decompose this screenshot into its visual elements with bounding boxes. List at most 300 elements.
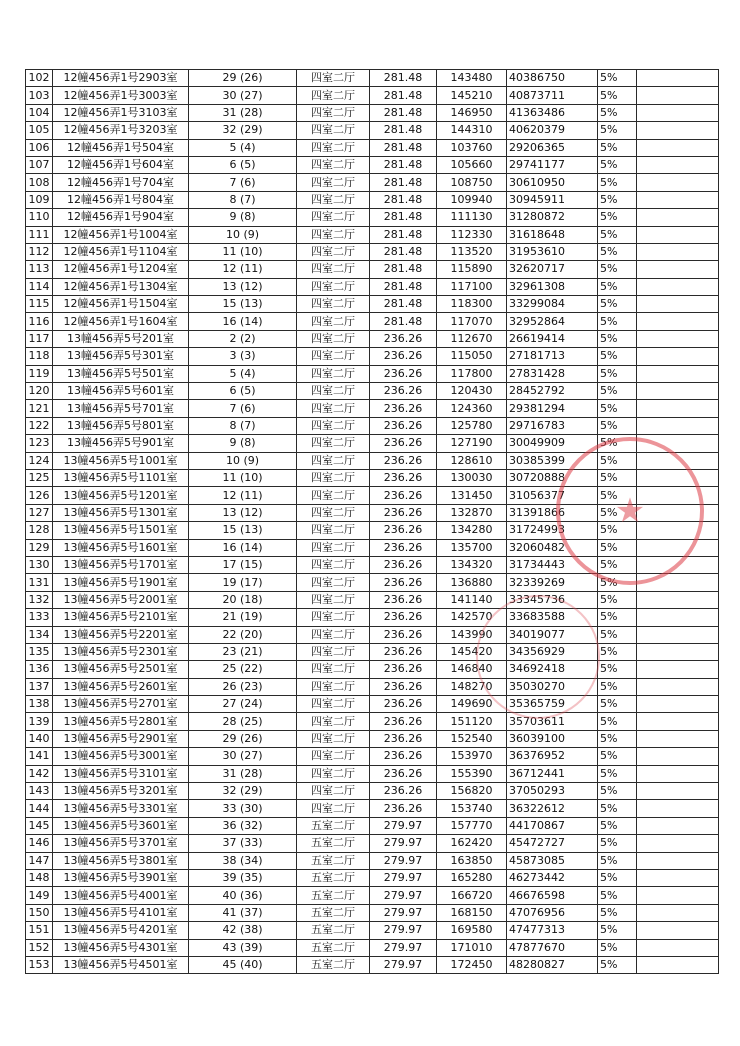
note-cell	[637, 417, 719, 434]
table-row	[26, 626, 719, 643]
area-cell: 281.48	[370, 296, 437, 313]
total-price-cell: 31734443	[507, 556, 598, 573]
unit-type-cell: 四室二厅	[297, 226, 370, 243]
rate-cell: 5%	[598, 243, 637, 260]
floor-cell: 45 (40)	[189, 956, 297, 973]
area-cell: 236.26	[370, 574, 437, 591]
unit-type-cell: 四室二厅	[297, 313, 370, 330]
unit-price-cell: 155390	[437, 765, 507, 782]
floor-cell: 5 (4)	[189, 365, 297, 382]
note-cell	[637, 730, 719, 747]
note-cell	[637, 869, 719, 886]
room-number-cell: 13幢456弄5号4201室	[53, 922, 189, 939]
room-number-cell: 13幢456弄5号2201室	[53, 626, 189, 643]
rate-cell: 5%	[598, 748, 637, 765]
floor-cell: 11 (10)	[189, 243, 297, 260]
room-number-cell: 12幢456弄1号1004室	[53, 226, 189, 243]
rate-cell: 5%	[598, 365, 637, 382]
unit-price-cell: 171010	[437, 939, 507, 956]
unit-type-cell: 四室二厅	[297, 104, 370, 121]
unit-type-cell: 四室二厅	[297, 591, 370, 608]
total-price-cell: 32952864	[507, 313, 598, 330]
floor-cell: 9 (8)	[189, 435, 297, 452]
row-index-cell: 107	[26, 156, 53, 173]
room-number-cell: 13幢456弄5号2301室	[53, 643, 189, 660]
note-cell	[637, 626, 719, 643]
room-number-cell: 12幢456弄1号804室	[53, 191, 189, 208]
floor-cell: 16 (14)	[189, 539, 297, 556]
area-cell: 236.26	[370, 730, 437, 747]
unit-type-cell: 四室二厅	[297, 209, 370, 226]
total-price-cell: 32620717	[507, 261, 598, 278]
room-number-cell: 13幢456弄5号501室	[53, 365, 189, 382]
unit-type-cell: 四室二厅	[297, 696, 370, 713]
area-cell: 236.26	[370, 417, 437, 434]
floor-cell: 8 (7)	[189, 417, 297, 434]
rate-cell: 5%	[598, 435, 637, 452]
total-price-cell: 46273442	[507, 869, 598, 886]
total-price-cell: 45873085	[507, 852, 598, 869]
unit-price-cell: 118300	[437, 296, 507, 313]
row-index-cell: 130	[26, 556, 53, 573]
total-price-cell: 32060482	[507, 539, 598, 556]
row-index-cell: 102	[26, 70, 53, 87]
area-cell: 236.26	[370, 469, 437, 486]
area-cell: 281.48	[370, 243, 437, 260]
note-cell	[637, 574, 719, 591]
total-price-cell: 41363486	[507, 104, 598, 121]
table-row	[26, 678, 719, 695]
rate-cell: 5%	[598, 817, 637, 834]
rate-cell: 5%	[598, 330, 637, 347]
unit-price-cell: 132870	[437, 504, 507, 521]
note-cell	[637, 539, 719, 556]
area-cell: 236.26	[370, 626, 437, 643]
total-price-cell: 35703611	[507, 713, 598, 730]
rate-cell: 5%	[598, 696, 637, 713]
rate-cell: 5%	[598, 574, 637, 591]
room-number-cell: 12幢456弄1号604室	[53, 156, 189, 173]
room-number-cell: 13幢456弄5号1501室	[53, 522, 189, 539]
row-index-cell: 129	[26, 539, 53, 556]
total-price-cell: 47877670	[507, 939, 598, 956]
rate-cell: 5%	[598, 87, 637, 104]
unit-type-cell: 四室二厅	[297, 469, 370, 486]
note-cell	[637, 191, 719, 208]
table-row	[26, 417, 719, 434]
floor-cell: 15 (13)	[189, 296, 297, 313]
table-row	[26, 296, 719, 313]
unit-price-cell: 162420	[437, 835, 507, 852]
area-cell: 279.97	[370, 852, 437, 869]
unit-type-cell: 四室二厅	[297, 643, 370, 660]
unit-type-cell: 四室二厅	[297, 261, 370, 278]
room-number-cell: 12幢456弄1号3003室	[53, 87, 189, 104]
room-number-cell: 13幢456弄5号2601室	[53, 678, 189, 695]
unit-type-cell: 四室二厅	[297, 122, 370, 139]
rate-cell: 5%	[598, 713, 637, 730]
floor-cell: 16 (14)	[189, 313, 297, 330]
total-price-cell: 36712441	[507, 765, 598, 782]
rate-cell: 5%	[598, 939, 637, 956]
total-price-cell: 40620379	[507, 122, 598, 139]
row-index-cell: 142	[26, 765, 53, 782]
unit-price-cell: 131450	[437, 487, 507, 504]
room-number-cell: 12幢456弄1号3203室	[53, 122, 189, 139]
table-row	[26, 70, 719, 87]
unit-price-cell: 157770	[437, 817, 507, 834]
floor-cell: 29 (26)	[189, 70, 297, 87]
floor-cell: 43 (39)	[189, 939, 297, 956]
floor-cell: 8 (7)	[189, 191, 297, 208]
note-cell	[637, 278, 719, 295]
unit-price-cell: 168150	[437, 904, 507, 921]
rate-cell: 5%	[598, 904, 637, 921]
row-index-cell: 136	[26, 661, 53, 678]
area-cell: 279.97	[370, 869, 437, 886]
area-cell: 236.26	[370, 487, 437, 504]
seal-star-icon: ★	[614, 491, 646, 531]
row-index-cell: 122	[26, 417, 53, 434]
table-row	[26, 209, 719, 226]
total-price-cell: 27181713	[507, 348, 598, 365]
room-number-cell: 13幢456弄5号1001室	[53, 452, 189, 469]
area-cell: 279.97	[370, 956, 437, 973]
table-row	[26, 504, 719, 521]
floor-cell: 21 (19)	[189, 609, 297, 626]
total-price-cell: 40386750	[507, 70, 598, 87]
table-row	[26, 922, 719, 939]
total-price-cell: 31280872	[507, 209, 598, 226]
row-index-cell: 126	[26, 487, 53, 504]
unit-price-cell: 146950	[437, 104, 507, 121]
unit-type-cell: 四室二厅	[297, 243, 370, 260]
table-row	[26, 522, 719, 539]
rate-cell: 5%	[598, 383, 637, 400]
table-row	[26, 783, 719, 800]
room-number-cell: 13幢456弄5号3801室	[53, 852, 189, 869]
row-index-cell: 147	[26, 852, 53, 869]
floor-cell: 27 (24)	[189, 696, 297, 713]
unit-type-cell: 四室二厅	[297, 609, 370, 626]
unit-type-cell: 五室二厅	[297, 852, 370, 869]
row-index-cell: 114	[26, 278, 53, 295]
unit-price-cell: 130030	[437, 469, 507, 486]
note-cell	[637, 765, 719, 782]
unit-type-cell: 四室二厅	[297, 400, 370, 417]
rate-cell: 5%	[598, 226, 637, 243]
note-cell	[637, 261, 719, 278]
room-number-cell: 13幢456弄5号701室	[53, 400, 189, 417]
row-index-cell: 150	[26, 904, 53, 921]
room-number-cell: 13幢456弄5号1901室	[53, 574, 189, 591]
row-index-cell: 116	[26, 313, 53, 330]
floor-cell: 7 (6)	[189, 400, 297, 417]
floor-cell: 7 (6)	[189, 174, 297, 191]
rate-cell: 5%	[598, 209, 637, 226]
unit-type-cell: 四室二厅	[297, 174, 370, 191]
total-price-cell: 27831428	[507, 365, 598, 382]
area-cell: 236.26	[370, 383, 437, 400]
table-row	[26, 904, 719, 921]
row-index-cell: 121	[26, 400, 53, 417]
unit-price-cell: 142570	[437, 609, 507, 626]
note-cell	[637, 939, 719, 956]
table-row	[26, 191, 719, 208]
floor-cell: 31 (28)	[189, 104, 297, 121]
row-index-cell: 152	[26, 939, 53, 956]
rate-cell: 5%	[598, 887, 637, 904]
row-index-cell: 153	[26, 956, 53, 973]
unit-price-cell: 125780	[437, 417, 507, 434]
total-price-cell: 47076956	[507, 904, 598, 921]
area-cell: 236.26	[370, 348, 437, 365]
row-index-cell: 141	[26, 748, 53, 765]
area-cell: 281.48	[370, 70, 437, 87]
total-price-cell: 34019077	[507, 626, 598, 643]
room-number-cell: 12幢456弄1号2903室	[53, 70, 189, 87]
unit-type-cell: 四室二厅	[297, 156, 370, 173]
floor-cell: 28 (25)	[189, 713, 297, 730]
floor-cell: 40 (36)	[189, 887, 297, 904]
unit-price-cell: 117070	[437, 313, 507, 330]
unit-type-cell: 五室二厅	[297, 817, 370, 834]
table-row	[26, 348, 719, 365]
price-table	[25, 69, 719, 974]
total-price-cell: 44170867	[507, 817, 598, 834]
area-cell: 236.26	[370, 643, 437, 660]
total-price-cell: 28452792	[507, 383, 598, 400]
rate-cell: 5%	[598, 869, 637, 886]
room-number-cell: 13幢456弄5号3301室	[53, 800, 189, 817]
area-cell: 236.26	[370, 452, 437, 469]
rate-cell: 5%	[598, 452, 637, 469]
unit-type-cell: 四室二厅	[297, 748, 370, 765]
floor-cell: 39 (35)	[189, 869, 297, 886]
area-cell: 279.97	[370, 922, 437, 939]
unit-price-cell: 152540	[437, 730, 507, 747]
floor-cell: 2 (2)	[189, 330, 297, 347]
unit-type-cell: 四室二厅	[297, 278, 370, 295]
rate-cell: 5%	[598, 156, 637, 173]
rate-cell: 5%	[598, 852, 637, 869]
floor-cell: 20 (18)	[189, 591, 297, 608]
note-cell	[637, 400, 719, 417]
unit-type-cell: 四室二厅	[297, 435, 370, 452]
unit-price-cell: 115890	[437, 261, 507, 278]
unit-price-cell: 143480	[437, 70, 507, 87]
unit-type-cell: 五室二厅	[297, 904, 370, 921]
total-price-cell: 29741177	[507, 156, 598, 173]
note-cell	[637, 504, 719, 521]
table-row	[26, 261, 719, 278]
rate-cell: 5%	[598, 783, 637, 800]
unit-price-cell: 128610	[437, 452, 507, 469]
floor-cell: 3 (3)	[189, 348, 297, 365]
floor-cell: 17 (15)	[189, 556, 297, 573]
table-row	[26, 383, 719, 400]
area-cell: 281.48	[370, 278, 437, 295]
area-cell: 236.26	[370, 435, 437, 452]
row-index-cell: 118	[26, 348, 53, 365]
row-index-cell: 113	[26, 261, 53, 278]
table-row	[26, 330, 719, 347]
area-cell: 281.48	[370, 156, 437, 173]
table-row	[26, 852, 719, 869]
unit-type-cell: 五室二厅	[297, 869, 370, 886]
rate-cell: 5%	[598, 261, 637, 278]
unit-type-cell: 四室二厅	[297, 70, 370, 87]
rate-cell: 5%	[598, 191, 637, 208]
room-number-cell: 13幢456弄5号2901室	[53, 730, 189, 747]
rate-cell: 5%	[598, 626, 637, 643]
row-index-cell: 123	[26, 435, 53, 452]
total-price-cell: 30610950	[507, 174, 598, 191]
rate-cell: 5%	[598, 922, 637, 939]
table-row	[26, 400, 719, 417]
unit-type-cell: 四室二厅	[297, 191, 370, 208]
floor-cell: 9 (8)	[189, 209, 297, 226]
unit-price-cell: 103760	[437, 139, 507, 156]
table-row	[26, 539, 719, 556]
rate-cell: 5%	[598, 800, 637, 817]
unit-type-cell: 四室二厅	[297, 730, 370, 747]
total-price-cell: 31953610	[507, 243, 598, 260]
room-number-cell: 13幢456弄5号2801室	[53, 713, 189, 730]
room-number-cell: 13幢456弄5号3101室	[53, 765, 189, 782]
area-cell: 236.26	[370, 400, 437, 417]
unit-price-cell: 165280	[437, 869, 507, 886]
row-index-cell: 108	[26, 174, 53, 191]
note-cell	[637, 296, 719, 313]
table-row	[26, 226, 719, 243]
rate-cell: 5%	[598, 539, 637, 556]
table-row	[26, 765, 719, 782]
floor-cell: 10 (9)	[189, 226, 297, 243]
room-number-cell: 12幢456弄1号1504室	[53, 296, 189, 313]
floor-cell: 6 (5)	[189, 383, 297, 400]
floor-cell: 10 (9)	[189, 452, 297, 469]
unit-price-cell: 117100	[437, 278, 507, 295]
table-row	[26, 174, 719, 191]
room-number-cell: 12幢456弄1号904室	[53, 209, 189, 226]
floor-cell: 13 (12)	[189, 278, 297, 295]
room-number-cell: 13幢456弄5号201室	[53, 330, 189, 347]
row-index-cell: 120	[26, 383, 53, 400]
total-price-cell: 30720888	[507, 469, 598, 486]
unit-price-cell: 169580	[437, 922, 507, 939]
note-cell	[637, 435, 719, 452]
total-price-cell: 29716783	[507, 417, 598, 434]
area-cell: 236.26	[370, 765, 437, 782]
note-cell	[637, 139, 719, 156]
floor-cell: 15 (13)	[189, 522, 297, 539]
room-number-cell: 12幢456弄1号1104室	[53, 243, 189, 260]
unit-type-cell: 五室二厅	[297, 922, 370, 939]
row-index-cell: 115	[26, 296, 53, 313]
rate-cell: 5%	[598, 504, 637, 521]
floor-cell: 26 (23)	[189, 678, 297, 695]
unit-price-cell: 111130	[437, 209, 507, 226]
table-row	[26, 887, 719, 904]
area-cell: 236.26	[370, 783, 437, 800]
note-cell	[637, 87, 719, 104]
area-cell: 281.48	[370, 122, 437, 139]
note-cell	[637, 383, 719, 400]
note-cell	[637, 452, 719, 469]
unit-price-cell: 109940	[437, 191, 507, 208]
total-price-cell: 31391866	[507, 504, 598, 521]
unit-type-cell: 四室二厅	[297, 783, 370, 800]
rate-cell: 5%	[598, 661, 637, 678]
rate-cell: 5%	[598, 678, 637, 695]
floor-cell: 37 (33)	[189, 835, 297, 852]
row-index-cell: 103	[26, 87, 53, 104]
note-cell	[637, 243, 719, 260]
unit-type-cell: 四室二厅	[297, 417, 370, 434]
unit-type-cell: 四室二厅	[297, 765, 370, 782]
unit-price-cell: 124360	[437, 400, 507, 417]
room-number-cell: 13幢456弄5号1701室	[53, 556, 189, 573]
row-index-cell: 127	[26, 504, 53, 521]
area-cell: 279.97	[370, 817, 437, 834]
floor-cell: 23 (21)	[189, 643, 297, 660]
rate-cell: 5%	[598, 348, 637, 365]
unit-type-cell: 四室二厅	[297, 452, 370, 469]
room-number-cell: 13幢456弄5号4101室	[53, 904, 189, 921]
total-price-cell: 32961308	[507, 278, 598, 295]
total-price-cell: 36322612	[507, 800, 598, 817]
total-price-cell: 33345736	[507, 591, 598, 608]
table-row	[26, 817, 719, 834]
table-row	[26, 365, 719, 382]
unit-price-cell: 148270	[437, 678, 507, 695]
note-cell	[637, 661, 719, 678]
room-number-cell: 13幢456弄5号1201室	[53, 487, 189, 504]
total-price-cell: 34692418	[507, 661, 598, 678]
total-price-cell: 37050293	[507, 783, 598, 800]
note-cell	[637, 817, 719, 834]
floor-cell: 12 (11)	[189, 487, 297, 504]
row-index-cell: 124	[26, 452, 53, 469]
row-index-cell: 106	[26, 139, 53, 156]
rate-cell: 5%	[598, 296, 637, 313]
room-number-cell: 13幢456弄5号2101室	[53, 609, 189, 626]
room-number-cell: 12幢456弄1号3103室	[53, 104, 189, 121]
area-cell: 236.26	[370, 696, 437, 713]
total-price-cell: 48280827	[507, 956, 598, 973]
row-index-cell: 109	[26, 191, 53, 208]
unit-price-cell: 153970	[437, 748, 507, 765]
unit-type-cell: 四室二厅	[297, 383, 370, 400]
unit-price-cell: 112330	[437, 226, 507, 243]
table-row	[26, 156, 719, 173]
area-cell: 279.97	[370, 939, 437, 956]
row-index-cell: 111	[26, 226, 53, 243]
unit-type-cell: 五室二厅	[297, 939, 370, 956]
rate-cell: 5%	[598, 417, 637, 434]
unit-price-cell: 144310	[437, 122, 507, 139]
room-number-cell: 13幢456弄5号4301室	[53, 939, 189, 956]
rate-cell: 5%	[598, 313, 637, 330]
room-number-cell: 13幢456弄5号2001室	[53, 591, 189, 608]
unit-type-cell: 四室二厅	[297, 661, 370, 678]
table-row	[26, 835, 719, 852]
unit-type-cell: 四室二厅	[297, 574, 370, 591]
table-row	[26, 748, 719, 765]
unit-price-cell: 151120	[437, 713, 507, 730]
unit-price-cell: 115050	[437, 348, 507, 365]
